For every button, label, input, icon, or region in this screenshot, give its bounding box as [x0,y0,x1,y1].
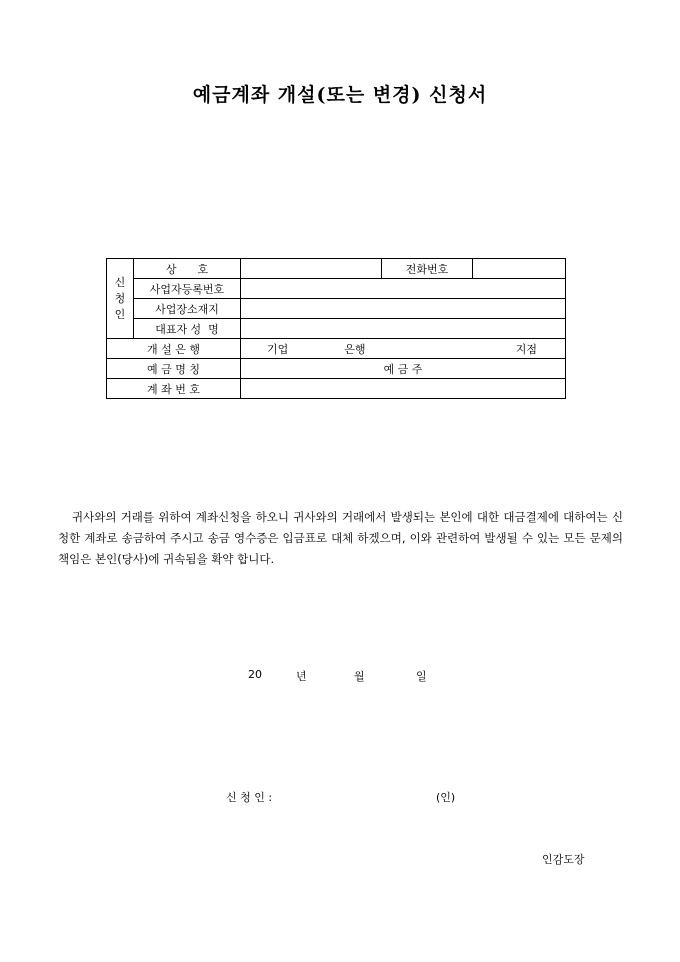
deposit-name-label: 예 금 명 칭 [107,359,241,379]
seal-note: 인감도장 [542,853,585,866]
bank-field[interactable] [241,339,566,359]
signature-line [226,789,455,805]
year-unit: 년 [296,670,307,683]
phone-label: 전화번호 [382,259,473,279]
depositor-label: 예 금 주 [383,362,423,376]
ceo-label: 대표자 성 명 [134,319,241,339]
phone-field[interactable] [473,259,566,279]
applicant-sign-label: 신 청 인 : [226,791,273,804]
biz-reg-field[interactable] [241,279,566,299]
ceo-field[interactable] [241,319,566,339]
date-line [248,668,427,684]
address-row [107,299,566,319]
bank-prefix: 기업 [267,342,289,356]
account-label: 계 좌 번 호 [107,379,241,399]
biz-reg-label: 사업자등록번호 [134,279,241,299]
month-unit: 월 [354,670,365,683]
year-prefix: 20 [248,668,262,681]
deposit-name-field[interactable] [241,359,566,379]
address-field[interactable] [241,299,566,319]
biz-reg-row [107,279,566,299]
account-field[interactable] [241,379,566,399]
application-form-table [106,258,566,399]
bank-suffix: 은행 [344,342,366,356]
account-row [107,379,566,399]
trade-name-row [107,259,566,279]
seal-mark: (인) [436,791,456,804]
document-title: 예금계좌 개설(또는 변경) 신청서 [192,84,488,106]
day-unit: 일 [416,670,427,683]
bank-row [107,339,566,359]
deposit-name-row [107,359,566,379]
confirmation-statement: 귀사와의 거래를 위하여 계좌신청을 하오니 귀사와의 거래에서 발생되는 본인에 대한 대금결제에 대하여는 신청한 계좌로 송금하여 주시고 송금 영수증은 입금표로 대체 하겠으며, 이와 관련하여 발생될 수 있는 모든 문제의 책임은 본인(당사)에 귀속됨을 확약 합니다. [58,510,623,566]
branch-suffix: 지점 [515,342,537,356]
ceo-row [107,319,566,339]
address-label: 사업장소재지 [134,299,241,319]
trade-name-field[interactable] [241,259,382,279]
bank-label: 개 설 은 행 [107,339,241,359]
applicant-label: 신 청 인 [107,259,134,339]
trade-name-label: 상 호 [134,259,241,279]
